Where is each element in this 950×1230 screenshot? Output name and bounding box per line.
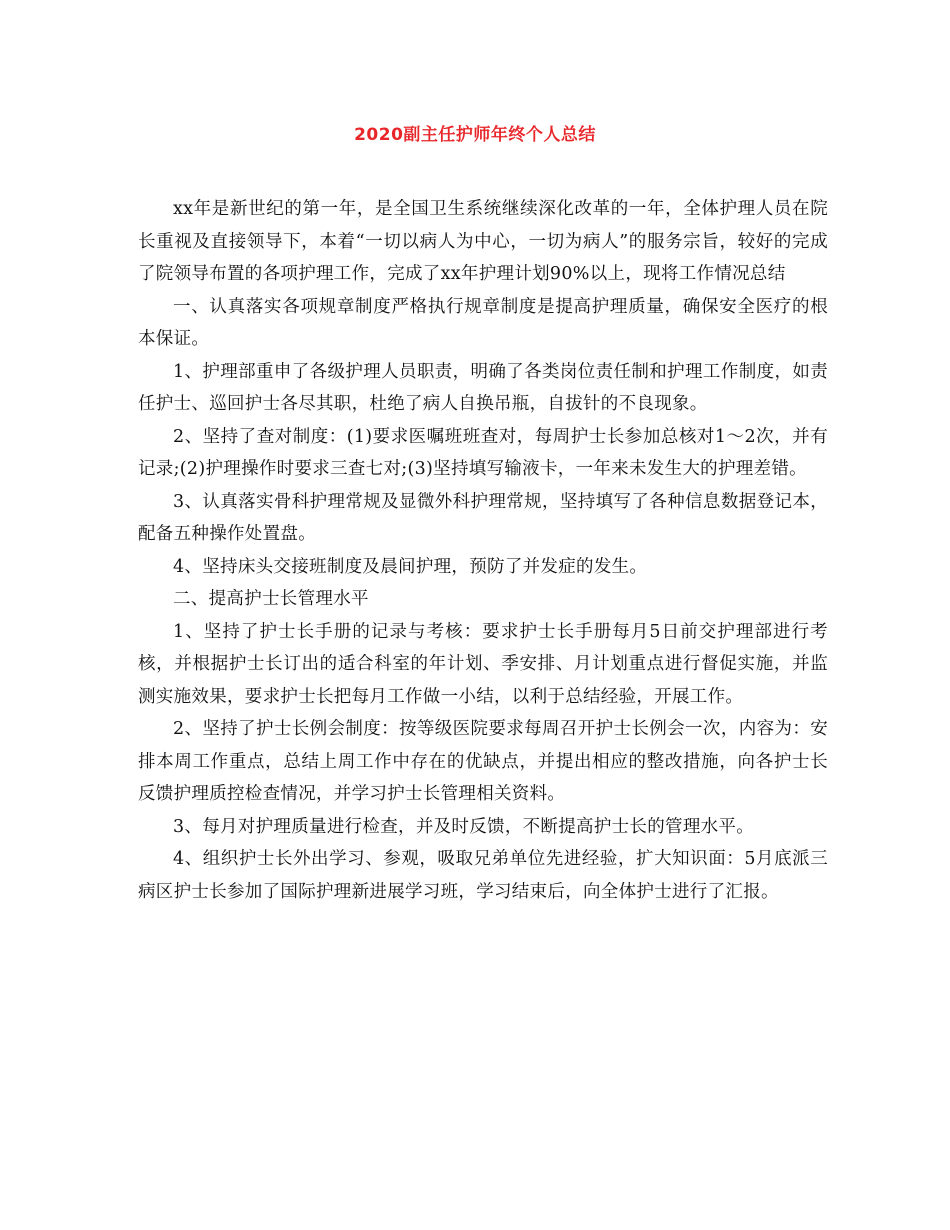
list-item: 3、每月对护理质量进行检查，并及时反馈，不断提高护士长的管理水平。 bbox=[173, 816, 755, 837]
list-item: 4、组织护士长外出学习、参观，吸取兄弟单位先进经验，扩大知识面：5月底派三病区护士长参加了国际护理新进展学习班，学习结束后，向全体护士进行了汇报。 bbox=[138, 849, 828, 902]
list-item: 3、认真落实骨科护理常规及显微外科护理常规，坚持填写了各种信息数据登记本，配备五种操作处置盘。 bbox=[138, 491, 828, 544]
section-heading-1: 一、认真落实各项规章制度严格执行规章制度是提高护理质量，确保安全医疗的根本保证。 bbox=[138, 296, 828, 349]
list-item: 4、坚持床头交接班制度及晨间护理，预防了并发症的发生。 bbox=[173, 556, 648, 577]
paragraph-intro: xx年是新世纪的第一年，是全国卫生系统继续深化改革的一年，全体护理人员在院长重视及直接领导下，本着“一切以病人为中心，一切为病人”的服务宗旨，较好的完成了院领导布置的各项护理工作，完成了xx年护理计划90%以上，现将工作情况总结 bbox=[138, 199, 828, 284]
list-item: 1、坚持了护士长手册的记录与考核：要求护士长手册每月5日前交护理部进行考核，并根据护士长订出的适合科室的年计划、季安排、月计划重点进行督促实施，并监测实施效果，要求护士长把每月工作做一小结，以利于总结经验，开展工作。 bbox=[138, 621, 828, 707]
document-body bbox=[138, 193, 828, 908]
list-item: 2、坚持了查对制度：(1)要求医嘱班班查对，每周护士长参加总核对1～2次，并有记录;(2)护理操作时要求三查七对;(3)坚持填写输液卡，一年来未发生大的护理差错。 bbox=[138, 426, 828, 479]
section-heading-2: 二、提高护士长管理水平 bbox=[173, 589, 369, 609]
page-title: 2020副主任护师年终个人总结 bbox=[354, 125, 596, 145]
list-item: 1、护理部重申了各级护理人员职责，明确了各类岗位责任制和护理工作制度，如责任护士、巡回护士各尽其职，杜绝了病人自换吊瓶，自拔针的不良现象。 bbox=[138, 361, 828, 414]
list-item: 2、坚持了护士长例会制度：按等级医院要求每周召开护士长例会一次，内容为：安排本周工作重点，总结上周工作中存在的优缺点，并提出相应的整改措施，向各护士长反馈护理质控检查情况，并学习护士长管理相关资料。 bbox=[138, 719, 828, 804]
